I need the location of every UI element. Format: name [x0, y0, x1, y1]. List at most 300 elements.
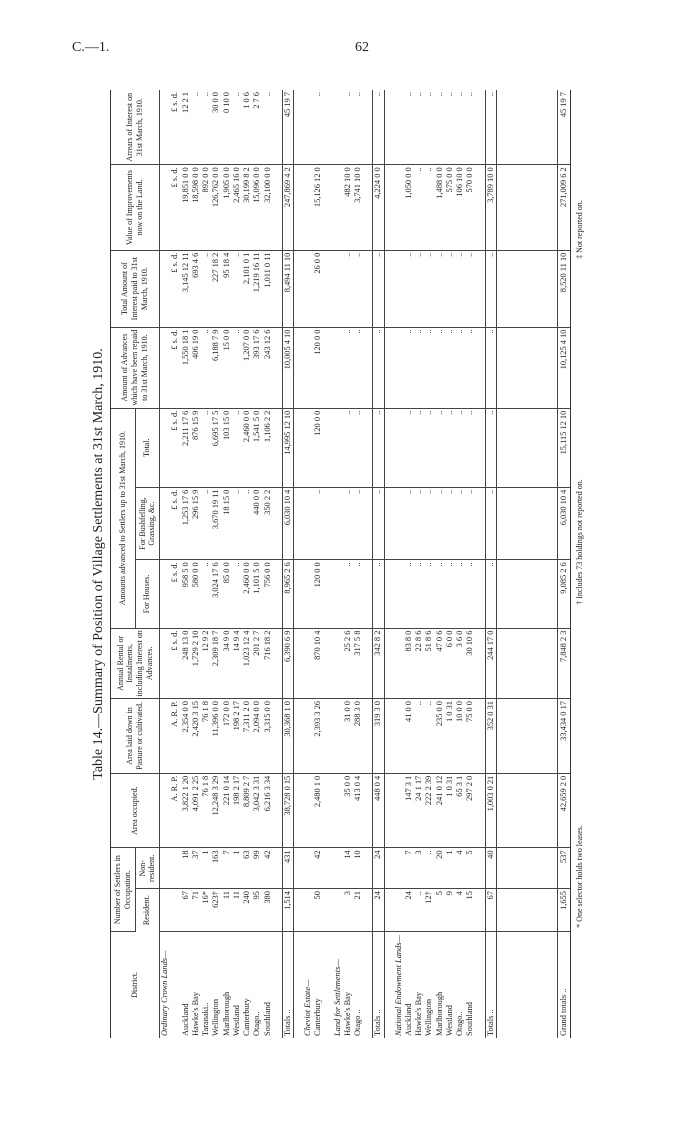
table-cell: 3,789 10 0	[485, 165, 496, 250]
table-cell: ..	[465, 487, 475, 560]
table-cell	[363, 90, 373, 165]
table-cell: ..	[485, 250, 496, 327]
table-cell	[476, 165, 486, 250]
table-cell	[324, 165, 333, 250]
table-cell: 15,096 0 0	[252, 165, 262, 250]
table-cell	[273, 889, 283, 932]
table-cell	[333, 250, 343, 327]
table-cell	[170, 848, 180, 889]
table-cell: 4	[455, 889, 465, 932]
table-cell: 1,541 5 0	[252, 408, 262, 487]
table-cell: 1	[445, 848, 455, 889]
table-cell: Grand totals ..	[557, 931, 570, 1038]
table-cell: 18	[181, 848, 191, 889]
table-cell: 1,050 0 0	[404, 165, 414, 250]
table-cell: 8,965 2 6	[282, 560, 293, 628]
header-settlers-group: Number of Settlers in Occupation.	[111, 848, 136, 931]
table-cell: ..	[343, 90, 353, 165]
table-cell: 45 19 7	[282, 90, 293, 165]
totals-row	[485, 90, 496, 1038]
table-cell: 38,728 0 15	[282, 773, 293, 848]
table-cell: 1,514	[282, 889, 293, 932]
table-cell	[363, 487, 373, 560]
table-cell: Otago ..	[353, 1009, 362, 1036]
table-cell: 18 15 0	[222, 487, 232, 560]
table-cell	[476, 773, 486, 848]
table-cell	[496, 165, 557, 250]
table-row	[324, 90, 333, 1038]
table-cell: 95	[252, 889, 262, 932]
table-cell: ..	[455, 487, 465, 560]
table-cell	[476, 560, 486, 628]
table-cell: 42,659 2 0	[557, 773, 570, 848]
table-cell: ..	[455, 408, 465, 487]
table-cell: 85 0 0	[222, 560, 232, 628]
table-cell	[303, 848, 313, 889]
table-cell	[273, 848, 283, 889]
table-cell: 3	[343, 889, 353, 932]
table-cell: 12 2 1	[181, 90, 191, 165]
totals-row	[373, 90, 384, 1038]
table-cell: ..	[414, 165, 424, 250]
table-cell: ..	[353, 408, 363, 487]
table-cell: 15,115 12 10	[557, 408, 570, 487]
table-cell: 2,101 0 1	[242, 250, 252, 327]
table-cell: 3,145 12 11	[181, 250, 191, 327]
table-cell: 41 0 0	[404, 699, 414, 774]
table-cell	[496, 773, 557, 848]
table-cell	[394, 699, 404, 774]
table-cell: Auckland	[403, 1003, 413, 1036]
table-cell	[303, 90, 313, 165]
table-cell: 537	[557, 848, 570, 889]
table-cell: ..	[343, 487, 353, 560]
table-cell: 2,460 0 0	[242, 560, 252, 628]
table-row	[181, 90, 191, 1038]
table-cell	[496, 560, 557, 628]
table-cell: 30,199 8 2	[242, 165, 252, 250]
table-cell: ..	[414, 560, 424, 628]
table-cell: 76 1 8	[201, 699, 211, 774]
table-cell: 11,396 0 0	[211, 699, 221, 774]
table-cell: ..	[201, 408, 211, 487]
table-cell	[384, 699, 394, 774]
table-cell: 1,207 0 0	[242, 327, 252, 408]
table-cell	[333, 90, 343, 165]
table-cell	[363, 773, 373, 848]
table-cell: 440 0 0	[252, 487, 262, 560]
table-cell: Land for Settlements—	[332, 959, 342, 1036]
table-cell: £ s. d.	[170, 487, 180, 560]
footnote-one: * One selector holds two leases.	[575, 825, 584, 928]
table-cell: 317 5 8	[353, 628, 363, 698]
table-cell: ..	[191, 90, 201, 165]
table-cell: ..	[232, 560, 242, 628]
table-cell: ..	[313, 90, 323, 165]
table-cell: 7	[222, 848, 232, 889]
table-cell: Hawke's Bay	[342, 991, 352, 1036]
table-cell	[324, 90, 333, 165]
table-cell	[363, 560, 373, 628]
table-cell: ..	[465, 560, 475, 628]
table-cell: 99	[252, 848, 262, 889]
table-cell: Southland	[262, 1002, 272, 1036]
table-cell	[273, 327, 283, 408]
table-cell	[394, 327, 404, 408]
header-annual-rental: Annual Rental or Instalments, including Interest on Advances.	[111, 628, 160, 698]
table-row	[222, 90, 232, 1038]
table-cell	[363, 165, 373, 250]
table-cell: ..	[353, 250, 363, 327]
table-cell: Ordinary Crown Lands—	[160, 950, 169, 1036]
table-cell: 67	[181, 889, 191, 932]
table-cell	[324, 250, 333, 327]
table-cell: £ s. d.	[170, 90, 180, 165]
table-row	[232, 90, 242, 1038]
table-cell: 1,003 0 21	[485, 773, 496, 848]
table-cell: ..	[404, 408, 414, 487]
table-cell: Totals ..	[282, 931, 293, 1038]
table-cell: 10,125 4 10	[557, 327, 570, 408]
table-row	[201, 90, 211, 1038]
table-cell	[333, 165, 343, 250]
table-cell	[324, 487, 333, 560]
table-cell	[294, 889, 304, 932]
table-cell: 221 0 14	[222, 773, 232, 848]
table-cell	[324, 773, 333, 848]
table-cell: ..	[485, 560, 496, 628]
table-cell: ..	[485, 327, 496, 408]
table-cell	[294, 773, 304, 848]
table-cell	[496, 699, 557, 774]
header-area-laid-down: Area laid down in Pasture or cultivated.	[111, 699, 160, 774]
table-cell: 623†	[211, 889, 221, 932]
table-cell: 12,248 3 29	[211, 773, 221, 848]
table-cell: ..	[414, 327, 424, 408]
table-cell: 198 2 17	[232, 773, 242, 848]
table-cell	[170, 889, 180, 932]
table-cell	[294, 848, 304, 889]
table-cell	[363, 250, 373, 327]
table-cell	[324, 327, 333, 408]
table-cell: ..	[455, 250, 465, 327]
table-cell: 1,905 0 0	[222, 165, 232, 250]
table-cell: 319 3 0	[373, 699, 384, 774]
table-cell: 106 10 0	[455, 165, 465, 250]
table-cell: 30,368 1 0	[282, 699, 293, 774]
table-cell: ..	[201, 560, 211, 628]
table-cell: 18,598 0 0	[191, 165, 201, 250]
rotated-table-container	[88, 90, 658, 1038]
table-cell: 1 0 6	[242, 90, 252, 165]
table-cell: 15	[465, 889, 475, 932]
table-cell: 271,009 6 2	[557, 165, 570, 250]
header-for-bushfelling: For Bushfelling, Grassing, &c.	[135, 487, 160, 560]
table-cell: 14	[343, 848, 353, 889]
table-cell: ..	[232, 487, 242, 560]
table-cell: 9,085 2 6	[557, 560, 570, 628]
table-cell: Wellington	[424, 998, 434, 1036]
section-row	[394, 90, 404, 1038]
table-cell: ..	[435, 560, 445, 628]
header-district: District.	[111, 931, 160, 1038]
table-cell	[273, 699, 283, 774]
table-cell: ..	[485, 487, 496, 560]
table-cell: Canterbury	[313, 998, 323, 1036]
table-cell: Wellington	[211, 998, 221, 1036]
table-cell	[476, 628, 486, 698]
table-cell: 693 4 6	[191, 250, 201, 327]
table-cell: 7,848 2 3	[557, 628, 570, 698]
table-cell: ..	[373, 327, 384, 408]
table-cell: £ s. d.	[170, 165, 180, 250]
table-cell	[496, 628, 557, 698]
table-cell: ..	[353, 560, 363, 628]
table-cell	[294, 408, 304, 487]
table-cell: ..	[343, 250, 353, 327]
table-cell: 240	[242, 889, 252, 932]
table-cell: 21	[353, 889, 363, 932]
table-cell: 14,995 12 10	[282, 408, 293, 487]
table-cell	[333, 889, 343, 932]
table-cell: 163	[211, 848, 221, 889]
table-cell	[273, 560, 283, 628]
table-row	[445, 90, 455, 1038]
table-cell	[496, 327, 557, 408]
table-cell	[160, 560, 171, 628]
table-cell: 4,224 0 0	[373, 165, 384, 250]
table-cell: 227 18 2	[211, 250, 221, 327]
table-cell: ..	[343, 560, 353, 628]
table-cell: 296 15 9	[191, 487, 201, 560]
table-cell	[476, 931, 486, 1038]
table-cell: ..	[455, 560, 465, 628]
table-cell: 11	[232, 889, 242, 932]
header-advances-group: Amounts advanced to Settlers up to 31st March, 1910.	[111, 408, 136, 628]
table-cell: ..	[343, 408, 353, 487]
table-cell: ..	[445, 327, 455, 408]
table-cell: ..	[353, 487, 363, 560]
table-cell: 1,488 0 0	[435, 165, 445, 250]
table-cell: ..	[232, 327, 242, 408]
table-cell: ..	[424, 408, 434, 487]
table-cell: 580 0 0	[191, 560, 201, 628]
table-cell	[333, 487, 343, 560]
table-cell	[324, 931, 333, 1038]
table-row	[496, 90, 557, 1038]
table-cell: ..	[414, 487, 424, 560]
table-cell	[160, 165, 171, 250]
table-cell: £ s. d.	[170, 560, 180, 628]
table-cell: 25 2 6	[343, 628, 353, 698]
table-cell: 6,216 3 34	[263, 773, 273, 848]
table-cell	[476, 699, 486, 774]
table-cell: 756 0 0	[263, 560, 273, 628]
table-row	[252, 90, 262, 1038]
table-cell: ..	[465, 327, 475, 408]
table-cell: 0 10 0	[222, 90, 232, 165]
table-cell	[496, 889, 557, 932]
table-cell: 6,695 17 5	[211, 408, 221, 487]
table-cell	[384, 848, 394, 889]
table-cell	[476, 327, 486, 408]
table-cell: Cheviot Estate—	[303, 979, 312, 1036]
table-cell: 103 15 0	[222, 408, 232, 487]
table-cell	[324, 560, 333, 628]
table-cell	[363, 931, 373, 1038]
table-cell	[384, 327, 394, 408]
table-cell	[160, 487, 171, 560]
table-cell: ..	[445, 90, 455, 165]
table-cell	[333, 408, 343, 487]
table-cell	[324, 889, 333, 932]
table-row	[424, 90, 434, 1038]
table-cell: 248 13 0	[181, 628, 191, 698]
table-cell: 1,011 0 11	[263, 250, 273, 327]
section-row	[303, 90, 313, 1038]
table-cell	[294, 327, 304, 408]
table-cell	[476, 848, 486, 889]
table-cell: 1,253 17 6	[181, 487, 191, 560]
table-row	[353, 90, 363, 1038]
table-cell	[394, 90, 404, 165]
table-cell: 24 1 17	[414, 773, 424, 848]
table-cell: 1,106 2 2	[263, 408, 273, 487]
summary-table	[110, 90, 571, 1038]
table-row	[294, 90, 304, 1038]
table-cell: 7,311 2 0	[242, 699, 252, 774]
table-cell	[303, 487, 313, 560]
table-cell	[394, 250, 404, 327]
table-cell: Hawke's Bay	[190, 991, 200, 1036]
table-cell	[324, 848, 333, 889]
table-row	[435, 90, 445, 1038]
table-cell: 83 8 0	[404, 628, 414, 698]
table-cell: 575 0 0	[445, 165, 455, 250]
table-cell: 10 0 0	[455, 699, 465, 774]
table-cell	[333, 773, 343, 848]
table-cell: 2,094 0 0	[252, 699, 262, 774]
table-row	[363, 90, 373, 1038]
table-cell: ..	[424, 250, 434, 327]
table-cell: 6,390 6 9	[282, 628, 293, 698]
table-cell: 172 0 0	[222, 699, 232, 774]
table-cell: 15,126 12 0	[313, 165, 323, 250]
header-improvements: Value of Improvements now on the Land.	[111, 165, 160, 250]
table-cell: 3,042 3 31	[252, 773, 262, 848]
table-cell: ..	[424, 848, 434, 889]
table-cell	[160, 773, 171, 848]
table-cell: National Endowment Lands—	[393, 935, 403, 1036]
table-cell	[394, 773, 404, 848]
table-cell: 10	[353, 848, 363, 889]
table-cell: 6,030 10 4	[557, 487, 570, 560]
table-cell: 6,030 10 4	[282, 487, 293, 560]
table-cell: 35 0 0	[343, 773, 353, 848]
table-cell: ..	[232, 90, 242, 165]
table-cell	[476, 250, 486, 327]
table-cell: ..	[414, 699, 424, 774]
table-cell	[394, 848, 404, 889]
table-cell	[384, 408, 394, 487]
table-cell: ..	[201, 90, 211, 165]
table-cell: 30 0 0	[211, 90, 221, 165]
table-cell	[324, 408, 333, 487]
table-cell: 1 0 31	[445, 773, 455, 848]
table-cell	[384, 90, 394, 165]
table-cell: ..	[435, 408, 445, 487]
table-cell	[303, 628, 313, 698]
header-non-resident: Non-resident.	[135, 848, 160, 889]
table-cell: 26 0 0	[313, 250, 323, 327]
table-cell: ..	[263, 90, 273, 165]
table-cell	[333, 628, 343, 698]
table-row	[263, 90, 273, 1038]
table-cell: 198 2 17	[232, 699, 242, 774]
table-cell	[384, 889, 394, 932]
table-cell: ..	[455, 90, 465, 165]
table-cell: ..	[445, 560, 455, 628]
table-cell: 15 0 0	[222, 327, 232, 408]
table-cell	[496, 931, 557, 1038]
table-cell: ..	[465, 408, 475, 487]
table-cell	[324, 699, 333, 774]
table-cell	[303, 165, 313, 250]
table-cell: 406 19 0	[191, 327, 201, 408]
header-for-houses: For Houses.	[135, 560, 160, 628]
table-cell: 244 17 0	[485, 628, 496, 698]
table-cell: 342 8 2	[373, 628, 384, 698]
table-cell: 42	[313, 848, 323, 889]
table-cell	[160, 889, 171, 932]
table-cell: ..	[404, 90, 414, 165]
table-cell: Marlborough	[434, 991, 444, 1036]
table-cell: ..	[435, 90, 445, 165]
table-cell: Canterbury	[242, 998, 251, 1036]
table-cell: ..	[373, 408, 384, 487]
table-cell: 241 0 12	[435, 773, 445, 848]
table-cell	[160, 848, 171, 889]
table-cell: 8,494 11 10	[282, 250, 293, 327]
table-cell: 20	[435, 848, 445, 889]
table-cell: ..	[201, 487, 211, 560]
table-cell: 120 0 0	[313, 327, 323, 408]
footnotes	[575, 90, 584, 1038]
table-cell: ..	[353, 327, 363, 408]
table-cell: 876 15 9	[191, 408, 201, 487]
table-cell: 1,219 16 11	[252, 250, 262, 327]
table-body	[160, 90, 571, 1038]
table-cell	[363, 848, 373, 889]
table-cell: 2,211 17 6	[181, 408, 191, 487]
table-cell: 297 2 0	[465, 773, 475, 848]
table-cell	[363, 327, 373, 408]
table-cell	[476, 889, 486, 932]
table-cell: 5	[465, 848, 475, 889]
table-cell: 958 5 0	[181, 560, 191, 628]
table-cell: 2,393 3 26	[313, 699, 323, 774]
table-row	[384, 90, 394, 1038]
table-cell	[294, 560, 304, 628]
table-cell: 31 0 0	[343, 699, 353, 774]
table-cell	[394, 889, 404, 932]
table-cell: ..	[424, 327, 434, 408]
table-cell: 431	[282, 848, 293, 889]
table-row	[273, 90, 283, 1038]
table-cell	[294, 628, 304, 698]
table-cell	[273, 628, 283, 698]
table-cell	[160, 628, 171, 698]
